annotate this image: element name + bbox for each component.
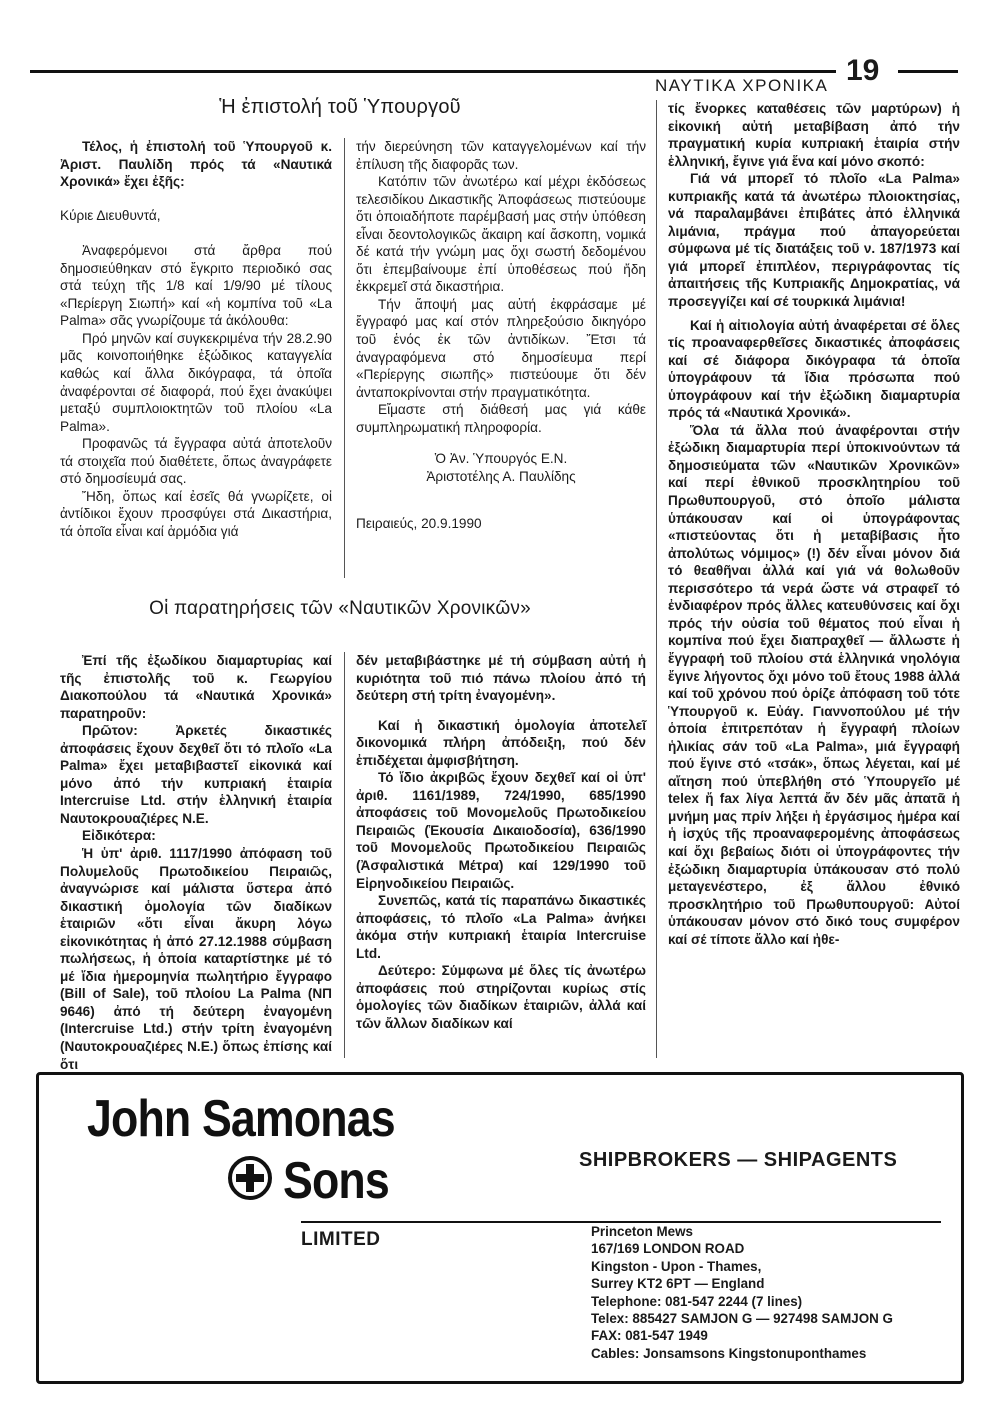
address-line: FAX: 081-547 1949 bbox=[591, 1328, 708, 1344]
remarks-column-1 bbox=[60, 652, 332, 1073]
advert-box bbox=[36, 1072, 964, 1384]
advert-address bbox=[591, 1223, 893, 1362]
header-rule-left bbox=[30, 70, 836, 73]
address-line: Princeton Mews bbox=[591, 1224, 693, 1239]
address-line: Telephone: 081-547 2244 (7 lines) bbox=[591, 1293, 803, 1309]
remarks-paragraph: Πρῶτον: Ἀρκετές δικαστικές ἀποφάσεις ἔχουν δεχθεῖ ὅτι τό πλοῖο «La Palma» ἔχει μεταβιβαστεῖ εἰκονικά καί μόνο ἀπό τήν κυπριακή ἑταιρία Intercruise Ltd. στήν ἑλληνική ἑταιρία Ναυτοκρουαζιέρες Ν.Ε. bbox=[60, 723, 332, 826]
remarks-paragraph: τίς ἔνορκες καταθέσεις τῶν μαρτύρων) ἡ εἰκονική αὐτή μεταβίβαση ἀπό τήν πραγματική κυρία κυπριακή ἑταιρία στήν ἑλληνική, ἔγινε γιά ἕνα καί μόνο σκοπό: bbox=[668, 101, 960, 169]
remarks-paragraph: Εἰδικότερα: bbox=[82, 828, 156, 844]
signature-title: Ὁ Ἀν. Ὑπουργός Ε.Ν. bbox=[434, 451, 568, 467]
remarks-title: Οἱ παρατηρήσεις τῶν «Ναυτικῶν Χρονικῶν» bbox=[149, 598, 531, 619]
letter-paragraph: Κατόπιν τῶν ἀνωτέρω καί μέχρι ἐκδόσεως τελεσιδίκου Δικαστικῆς Ἀποφάσεως πιστεύουμε ὅτι ὁποιαδήποτε παρέμβασή μας στήν ὑπόθεση εἶναι δεοντολογικῶς ἄκαιρη καί ἄσκοπη, νομικά δέ κατά τήν γνώμη μας ὄχι σωστή δεδομένου ὅτι ἐπεμβαίνουμε ἐπί ὑποθέσεως πού ἤδη ἐκκρεμεῖ στά δικαστήρια. bbox=[356, 174, 646, 295]
letter-title: Ἡ ἐπιστολή τοῦ Ὑπουργοῦ bbox=[219, 96, 461, 118]
remarks-paragraph: Γιά νά μπορεῖ τό πλοῖο «La Palma» κυπριακῆς κατά τά ἀνωτέρω πλοιοκτησίας, νά παραλαμβάνει ἐπιβάτες ἀπό ἑλληνικά λιμάνια, πράγμα πού ἀπαγορεύεται σύμφωνα μέ τίς διατάξεις τοῦ ν. 187/1973 καί γιά μπορεῖ ἐπιπλέον, περιγράφοντας τίς ἀπαιτήσεις τῆς Κυπριακῆς Δημοκρατίας, νά προσεγγίζει καί σέ τουρκικά λιμάνια! bbox=[668, 171, 960, 310]
advert-company-name: John Samonas bbox=[87, 1090, 395, 1148]
address-line: Cables: Jonsamsons Kingstonuponthames bbox=[591, 1345, 867, 1361]
header-rule-right bbox=[898, 70, 958, 73]
signature-name: Ἀριστοτέλης Α. Παυλίδης bbox=[426, 468, 576, 484]
remarks-paragraph: Συνεπῶς, κατά τίς παραπάνω δικαστικές ἀποφάσεις, τό πλοῖο «La Palma» ἀνήκει ἀκόμα στήν κυπριακή ἑταιρία Intercruise Ltd. bbox=[356, 893, 646, 961]
remarks-paragraph: δέν μεταβιβάστηκε μέ τή σύμβαση αὐτή ἡ κυριότητα τοῦ πιό πάνω πλοίου ἀπό τή δεύτερη στή τρίτη ἐναγομένη». bbox=[356, 653, 646, 704]
address-line: Kingston - Upon - Thames, bbox=[591, 1258, 762, 1274]
letter-paragraph: Προφανῶς τά ἔγγραφα αὐτά ἀποτελοῦν τά στοιχεῖα πού διαθέτετε, ὅπως ἀναγράφετε στό δημοσίευμά σας. bbox=[60, 436, 332, 487]
letter-paragraph: Ἤδη, ὅπως καί ἐσεῖς θά γνωρίζετε, οἱ ἀντίδικοι ἔχουν προσφύγει στά Δικαστήρια, τά ὁποῖα εἶναι καί ἁρμόδια γιά bbox=[60, 488, 332, 539]
address-line: 167/169 LONDON ROAD bbox=[591, 1241, 745, 1257]
advert-company-sons: Sons bbox=[283, 1152, 389, 1210]
column-rule-2 bbox=[656, 100, 657, 1058]
letter-paragraph: Εἴμαστε στή διάθεσή μας γιά κάθε συμπληρωματική πληροφορία. bbox=[356, 402, 646, 435]
remarks-paragraph: Καί ἡ αἰτιολογία αὐτή ἀναφέρεται σέ ὅλες τίς προαναφερθεῖσες δικαστικές ἀποφάσεις καί σέ διάφορα δικόγραφα τά ὁποῖα ὑπογράφουν τά ἴδια πρόσωπα πού ὑπογράφουν καί τήν ἐξώδικη διαμαρτυρία πρός τά «Ναυτικά Χρονικά». bbox=[668, 317, 960, 421]
advert-tagline: SHIPBROKERS — SHIPAGENTS bbox=[579, 1149, 898, 1171]
remarks-paragraph: Ἐπί τῆς ἐξωδίκου διαμαρτυρίας καί τῆς ἐπιστολῆς τοῦ κ. Γεωργίου Διακοπούλου τά «Ναυτικά Χρονικά» παρατηροῦν: bbox=[60, 653, 332, 721]
remarks-column-2 bbox=[356, 652, 646, 1032]
remarks-paragraph: Καί ἡ δικαστική ὁμολογία ἀποτελεῖ δικονομικά πλήρη ἀπόδειξη, πού δέν ἐπιδέχεται ἀμφισβήτηση. bbox=[356, 717, 646, 768]
magazine-name: ΝΑΥΤΙΚΑ ΧΡΟΝΙΚΑ bbox=[655, 76, 829, 95]
cross-in-circle-icon bbox=[227, 1155, 273, 1201]
remarks-paragraph: Τό ἴδιο ἀκριβῶς ἔχουν δεχθεῖ καί οἱ ὑπ' ἀριθ. 1161/1989, 724/1990, 685/1990 ἀποφάσεις τοῦ Μονομελοῦς Πρωτοδικείου Πειραιῶς (Ἑκουσία Δικαιοδοσία), 636/1990 τοῦ Μονομελοῦς Πρωτοδικείου Πειραιῶς (Ἀσφαλιστικά Μέτρα) καί 129/1990 τοῦ Εἰρηνοδικείου Πειραιῶς. bbox=[356, 770, 646, 891]
letter-paragraph: τήν διερεύνηση τῶν καταγγελομένων καί τήν ἐπίλυση τῆς διαφορᾶς των. bbox=[356, 139, 646, 172]
address-line: Telex: 885427 SAMJON G — 927498 SAMJON G bbox=[591, 1311, 893, 1327]
address-line: Surrey KT2 6PT — England bbox=[591, 1276, 765, 1292]
place-date: Πειραιεύς, 20.9.1990 bbox=[356, 516, 482, 532]
letter-intro: Τέλος, ἡ ἐπιστολή τοῦ Ὑπουργοῦ κ. Ἀριστ. Παυλίδη πρός τά «Ναυτικά Χρονικά» ἔχει ἐξῆς: bbox=[60, 139, 332, 190]
column-rule-3 bbox=[344, 652, 345, 1058]
page-number: 19 bbox=[846, 54, 880, 87]
letter-column-1 bbox=[60, 138, 332, 540]
remarks-paragraph: Ἡ ὑπ' ἀριθ. 1117/1990 ἀπόφαση τοῦ Πολυμελοῦς Πρωτοδικείου Πειραιῶς, ἀναγνώρισε καί μάλιστα ὕστερα ἀπό δικαστική ὁμολογία τῶν διαδίκων ἑταιριῶν «ὅτι εἶναι ἄκυρη λόγω εἰκονικότητας ἡ ἀπό 27.12.1988 σύμβαση πωλήσεως, ἡ ὁποία καταρτίστηκε μέ τό μέ ἴδια ἡμερομηνία πωλητήριο ἔγγραφο (Bill of Sale), τοῦ πλοίου La Palma (ΝΠ 9646) ἀπό τή δεύτερη ἐναγομένη (Intercruise Ltd.) στήν τρίτη ἐναγομένη (Ναυτοκρουαζιέρες Ν.Ε.) ὅπως ἐπίσης καί ὅτι bbox=[60, 846, 332, 1072]
advert-limited: LIMITED bbox=[301, 1229, 381, 1250]
letter-salutation: Κύριε Διευθυντά, bbox=[60, 207, 161, 223]
letter-paragraph: Ἀναφερόμενοι στά ἄρθρα πού δημοσιεύθηκαν στό ἔγκριτο περιοδικό σας στά τεύχη τῆς 1/8 καί 1/9/90 μέ τίλους «Περίεργη Σιωπή» καί «ἡ κομπίνα τοῦ «La Palma» σᾶς γνωρίζουμε τά ἀκόλουθα: bbox=[60, 243, 332, 329]
remarks-paragraph: Ὅλα τά ἄλλα πού ἀναφέρονται στήν ἐξώδικη διαμαρτυρία περί ὑποκινούντων τά δημοσιεύματα τῶν «Ναυτικῶν Χρονικῶν» καί περί ἐθνικοῦ προσκλητηρίου τοῦ Πρωθυπουργοῦ, στό ὁποῖο μάλιστα ὑπάκουσαν καί οἱ ὑπογράφοντας «πιστεύοντας ὅτι ἡ μεταβίβασις ἦτο ἀπολύτως νόμιμος» (!) δέν εἶναι μόνον διά τό θεαθῆναι ἀλλά καί γιά νά θολωθοῦν περισσότερο τά νερά ὥστε νά στραφεῖ τό ἐνδιαφέρον πρός ἄλλες κατευθύνσεις καί ὄχι πρός τήν οὐσία τοῦ θέματος πού εἶναι ἡ κομπίνα πού ἔχει διαπραχθεῖ — ἄλλωστε ἡ ἔγγραφή τοῦ πλοίου στά ἑλληνικά νηολόγια ἔγινε λήγοντος ὄχι μόνο τοῦ ἔτους 1988 ἀλλά καί τοῦ χρόνου πού ὁρίζε ἀπόφαση τοῦ τότε Ὑπουργοῦ κ. Εὐάγ. Γιαννοπούλου μέ τήν ὁποία ἐπιτρεπόταν ἡ ἔγγραφή πλοίων ἡλικίας σάν τοῦ «La Palma», μιά ἔγγραφή πού ἔγινε στό «τσάκ», ὅπως λέγεται, καί μέ αἴτηση πού ὑπεβλήθη στό Ὑπουργεῖο μέ telex ἤ fax λίγα λεπτά ἄν δέν μᾶς ἀπατᾶ ἡ μνήμη μας πρίν λήξει ἡ ἐργάσιμος ἡμέρα καί ἡ ἰσχύς τῆς προαναφερομένης ἀποφάσεως καί ὄχι βεβαίως διότι οἱ ὑπογράφοντες τήν ἐξώδικη διαμαρτυρία ὑπάκουσαν στό πολύ μεταγενέστερο, ἐξ ἄλλου ἐθνικό προσκλητήριο τοῦ Πρωθυπουργοῦ: Αὐτοί ὑπάκουσαν μόνον στό δικό τους συμφέρον καί σέ τίποτε ἄλλο καί ἠθε- bbox=[668, 422, 960, 947]
remarks-column-3 bbox=[668, 100, 960, 948]
remarks-paragraph: Δεύτερο: Σύμφωνα μέ ὅλες τίς ἀνωτέρω ἀποφάσεις πού στηρίζονται κυρίως στίς ὁμολογίες τῶν διαδίκων ἑταιριῶν, ἀλλά καί τῶν ἄλλων διαδίκων καί bbox=[356, 963, 646, 1031]
column-rule-1 bbox=[344, 138, 345, 578]
letter-paragraph: Τήν ἄποψή μας αὐτή ἐκφράσαμε μέ ἔγγραφό μας καί στόν πληρεξούσιο δικηγόρο τοῦ ἑνός ἐκ τῶν ἀντιδίκων. Ἔτσι τά ἀναγραφόμενα στό δημοσίευμα περί «Περίεργης σιωπῆς» πιστεύουμε ὅτι δέν ἀνταποκρίνονται στήν πραγματικότητα. bbox=[356, 296, 646, 400]
letter-paragraph: Πρό μηνῶν καί συγκεκριμένα τήν 28.2.90 μᾶς κοινοποιήθηκε ἐξώδικος καταγγελία καθώς καί ἄλλα δικόγραφα, τά ὁποῖα ἀναφέρονται σέ διαφορά, πού ἔχει ἀνακύψει μεταξύ συμπλοιοκτητῶν τοῦ πλοίου «La Palma». bbox=[60, 330, 332, 434]
letter-column-2 bbox=[356, 138, 646, 533]
